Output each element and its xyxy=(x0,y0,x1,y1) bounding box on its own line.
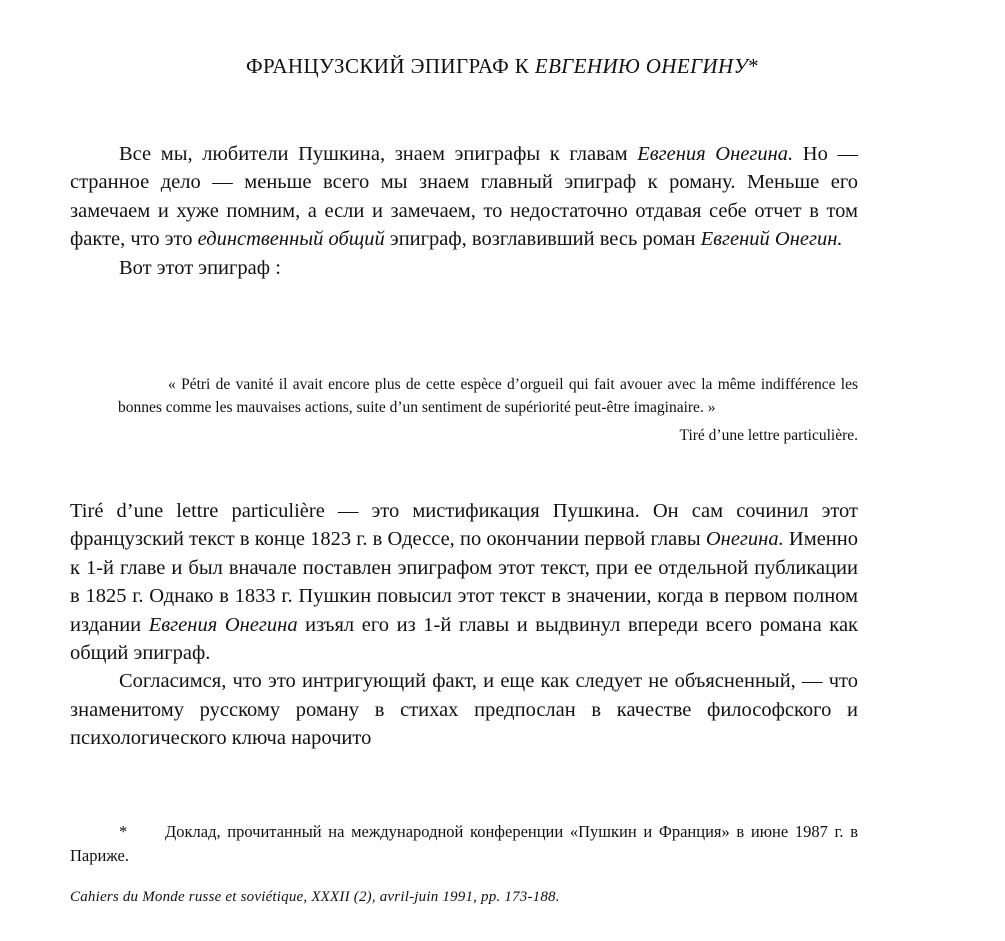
title-plain: ФРАНЦУЗСКИЙ ЭПИГРАФ К xyxy=(245,54,535,78)
footnote xyxy=(70,820,858,868)
main-paragraph-2: Согласимся, что это интригующий факт, и еще как следует не объясненный, — что знаменитому русскому роману в стихах предпослан в качестве философского и психологического ключа нарочито xyxy=(70,670,858,750)
main-paragraph-1 xyxy=(70,497,858,667)
intro-p1-text-2: Но — странное дело — меньше всего мы знаем главный эпиграф к роману. Меньше его замечаем и хуже помним, а если и замечаем, то недостаточно отдавая себе отчет в том факте, что это xyxy=(70,143,858,251)
footnote-paragraph xyxy=(70,820,858,868)
main-p1-italic-2: Евгения Онегина xyxy=(148,613,298,636)
journal-citation: Cahiers du Monde russe et soviétique, XXXII (2), avril-juin 1991, pp. 173-188. xyxy=(70,889,560,905)
epigraph-quote xyxy=(118,374,858,448)
footnote-text: Доклад, прочитанный на международной конференции «Пушкин и Франция» в июне 1987 г. в Париже. xyxy=(70,822,858,865)
intro-p1-italic-1: Евгения Онегина. xyxy=(637,143,794,165)
article-title xyxy=(0,54,1005,79)
intro-paragraph-2: Вот этот эпиграф : xyxy=(119,256,281,279)
title-italic: ЕВГЕНИЮ ОНЕГИНУ xyxy=(534,54,749,78)
intro-section xyxy=(70,140,858,282)
main-p1-text-2: Именно к 1-й главе и был вначале поставлен эпиграфом этот текст, при ее отдельной публикации в 1825 г. Однако в 1833 г. Пушкин повысил этот текст в значении, когда в первом полном издании xyxy=(70,528,858,636)
main-p1-text-3: изъял его из 1-й главы и выдвинул впереди всего романа как общий эпиграф. xyxy=(70,613,858,665)
epigraph-source: Tiré d’une lettre particulière. xyxy=(679,427,858,444)
intro-p1-italic-2: единственный общий xyxy=(197,228,385,251)
main-p1-italic-1: Онегина. xyxy=(705,528,784,551)
title-footnote-mark: * xyxy=(748,54,760,78)
intro-p1-text-1: Все мы, любители Пушкина, знаем эпиграфы к главам xyxy=(119,143,638,165)
main-p1-text-1: Tiré d’une lettre particulière — это мистификация Пушкина. Он сам сочинил этот французский текст в конце 1823 г. в Одессе, по окончании первой главы xyxy=(70,500,858,551)
intro-paragraph-1 xyxy=(70,140,858,254)
intro-p1-text-3: эпиграф, возглавивший весь роман xyxy=(384,228,701,251)
footnote-mark: * xyxy=(119,822,128,841)
epigraph-text: « Pétri de vanité il avait encore plus de cette espèce d’orgueil qui fait avouer avec la même indifférence les bonnes comme les mauvaises actions, suite d’un sentiment de supériorité peut-être imaginaire. » xyxy=(118,376,858,416)
intro-p1-italic-3: Евгений Онегин. xyxy=(700,228,843,251)
main-section xyxy=(70,497,858,753)
